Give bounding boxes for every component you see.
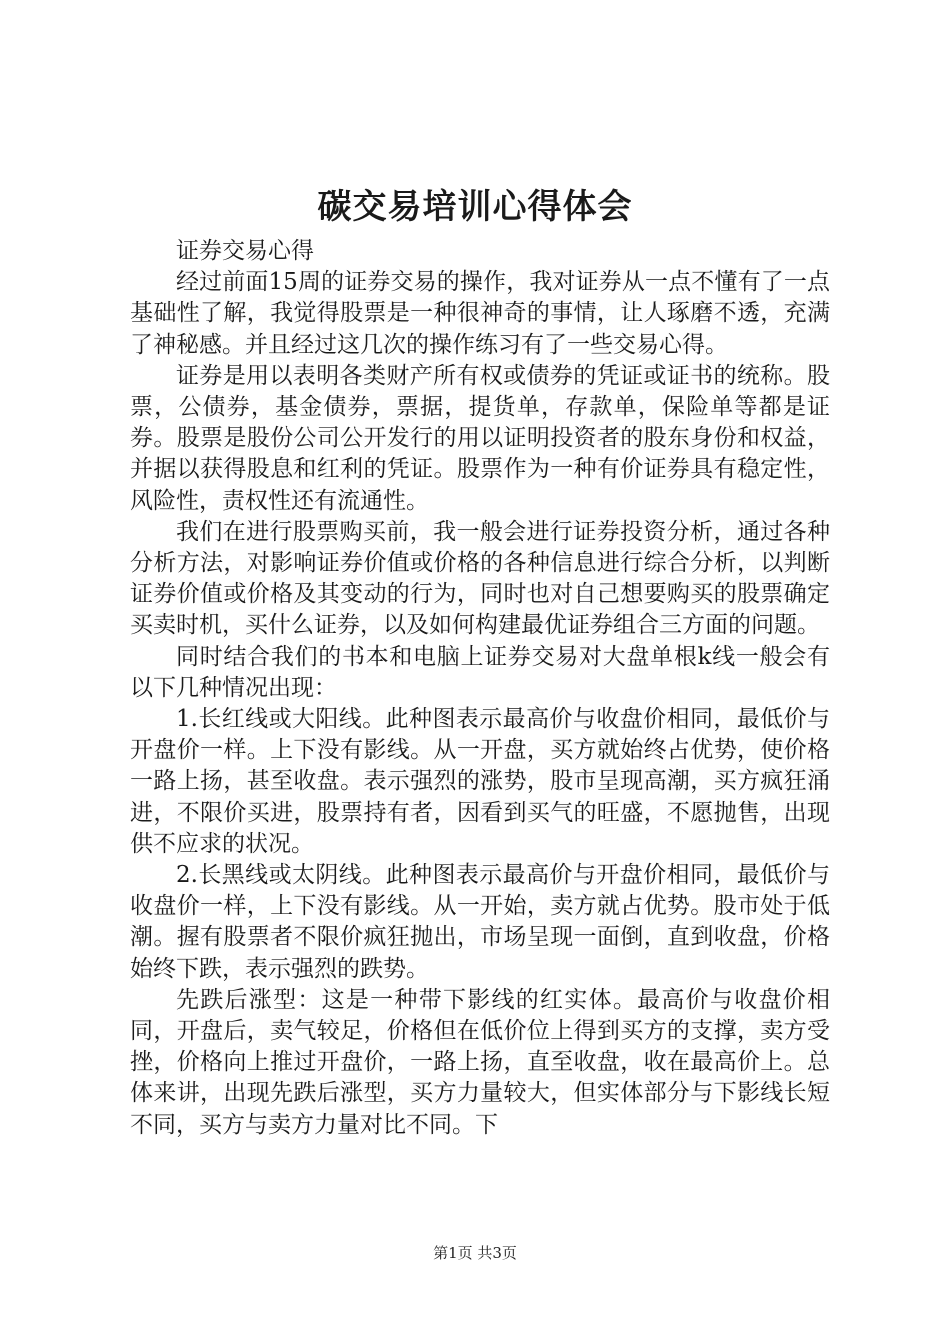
paragraph-long-black-line: 2.长黑线或太阴线。此种图表示最高价与开盘价相同，最低价与收盘价一样，上下没有影线。从一开始，卖方就占优势。股市处于低潮。握有股票者不限价疯狂抛出，市场呈现一面倒，直到收盘，价格始终下跌，表示强烈的跌势。 [130, 862, 830, 982]
paragraph-kline-intro: 同时结合我们的书本和电脑上证券交易对大盘单根k线一般会有以下几种情况出现： [130, 643, 830, 701]
paragraph-analysis: 我们在进行股票购买前，我一般会进行证券投资分析，通过各种分析方法，对影响证券价值或价格的各种信息进行综合分析，以判断证券价值或价格及其变动的行为，同时也对自己想要购买的股票确定买卖时机，买什么证券，以及如何构建最优证券组合三方面的问题。 [130, 518, 830, 639]
paragraph-fall-then-rise: 先跌后涨型：这是一种带下影线的红实体。最高价与收盘价相同，开盘后，卖气较足，价格但在低价位上得到买方的支撑，卖方受挫，价格向上推过开盘价，一路上扬，直至收盘，收在最高价上。总体来讲，出现先跌后涨型，买方力量较大，但实体部分与下影线长短不同，买方与卖方力量对比不同。下 [130, 986, 830, 1138]
paragraph-long-red-line: 1.长红线或大阳线。此种图表示最高价与收盘价相同，最低价与开盘价一样。上下没有影线。从一开盘，买方就始终占优势，使价格一路上扬，甚至收盘。表示强烈的涨势，股市呈现高潮，买方疯狂涌进，不限价买进，股票持有者，因看到买气的旺盛，不愿抛售，出现供不应求的状况。 [130, 706, 830, 857]
document-title: 碳交易培训心得体会 [317, 187, 633, 227]
document-body [130, 236, 830, 1141]
paragraph-intro: 经过前面15周的证券交易的操作，我对证券从一点不懂有了一点基础性了解，我觉得股票是一种很神奇的事情，让人琢磨不透，充满了神秘感。并且经过这几次的操作练习有了一些交易心得。 [130, 269, 830, 358]
paragraph-securities-definition: 证券是用以表明各类财产所有权或债券的凭证或证书的统称。股票，公债券，基金债券，票据，提货单，存款单，保险单等都是证券。股票是股份公司公开发行的用以证明投资者的股东身份和权益，并据以获得股息和红利的凭证。股票作为一种有价证券具有稳定性，风险性，责权性还有流通性。 [130, 362, 830, 514]
page-footer: 第1页 共3页 [433, 1244, 517, 1262]
paragraph-subtitle: 证券交易心得 [176, 238, 314, 264]
